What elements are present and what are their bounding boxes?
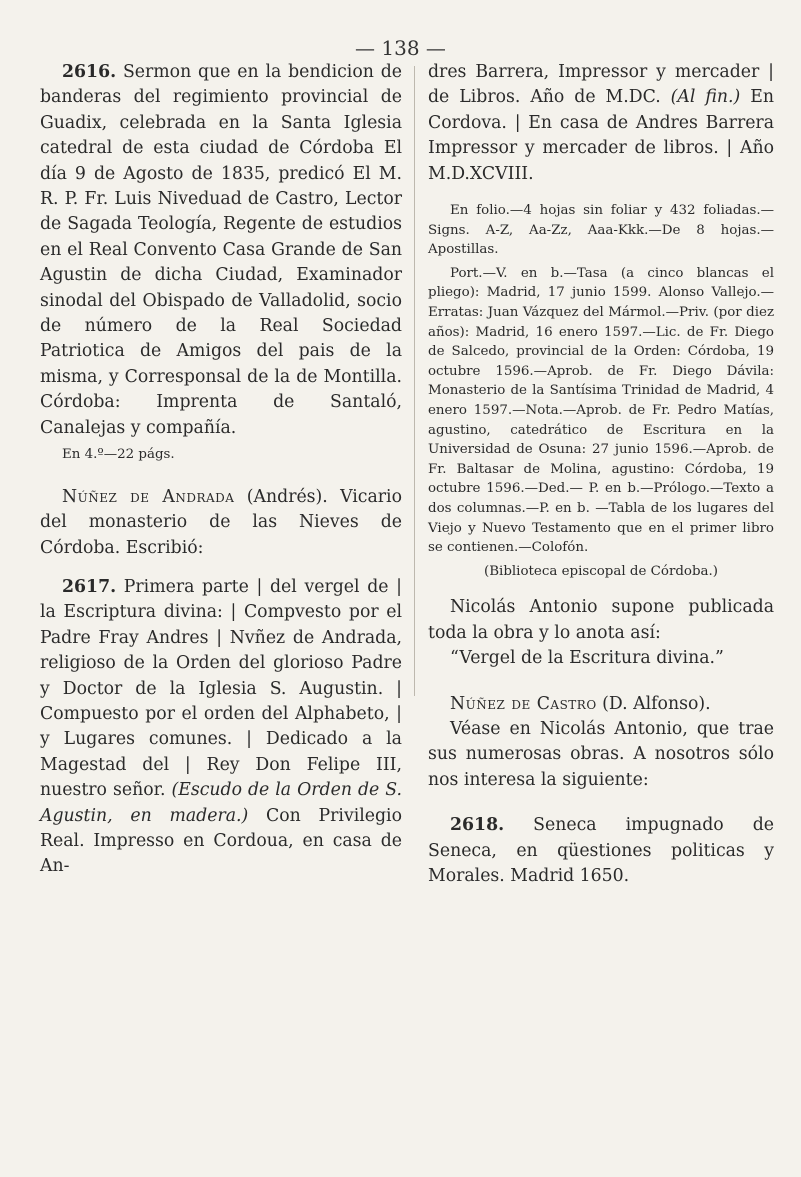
entry-text: Seneca impugnado de Seneca, en qüestiones politicas y Morales. Madrid 1650.	[428, 815, 774, 886]
page-number: — 138 —	[355, 36, 446, 60]
entry-number: 2616.	[62, 62, 117, 82]
left-column	[40, 60, 402, 880]
entry-text-tail: Con Privilegio Real. Impresso en Cordoua, en casa de An-	[40, 805, 402, 877]
entry-2617-continued	[428, 60, 774, 187]
entry-number: 2618.	[450, 815, 505, 836]
entry-italic: (Escudo de la Orden de S. Agustin, en madera.)	[40, 780, 402, 826]
right-column	[428, 60, 774, 889]
author-description: (Andrés). Vicario del monasterio de las Nieves de Córdoba. Escribió:	[40, 486, 402, 558]
quoted-title: “Vergel de la Escritura divina.”	[450, 648, 724, 669]
author-heading	[40, 485, 402, 561]
author-heading	[428, 692, 774, 717]
entry-2616-note: En 4.º—22 págs.	[62, 447, 175, 463]
author-name: Núñez de Andrada	[62, 486, 235, 507]
collation-note: En folio.—4 hojas sin foliar y 432 foliadas.— Signs. A-Z, Aa-Zz, Aaa-Kkk.—De 8 hojas.—Apostillas.	[428, 203, 774, 258]
location-note: (Biblioteca episcopal de Córdoba.)	[483, 563, 719, 579]
entry-text: Sermon que en la bendicion de banderas del regimiento provincial de Guadix, celebrada en la Santa Iglesia catedral de esta ciudad de Córdoba El día 9 de Agosto de 1835, predicó El M. R. P. Fr. Luis Niveduad de Castro, Lector de Sagada Teología, Regente de estudios en el Real Convento Casa Grande de San Agustin de dicha Ciudad, Examinador sinodal del Obispado de Valladolid, socio de número de la Real Sociedad Patriotica de Amigos del pais de la misma, y Corresponsal de la de Montilla. Córdoba: Imprenta de Santaló, Canalejas y compañía.	[40, 62, 402, 438]
entry-italic: (Al fin.)	[670, 87, 741, 108]
contents-note: Port.—V. en b.—Tasa (a cinco blancas el pliego): Madrid, 17 junio 1599. Alonso Vallejo.—Erratas: Juan Vázquez del Mármol.—Priv. (por diez años): Madrid, 16 enero 1597.—Lic. de Fr. Diego de Salcedo, provincial de la Orden: Córdoba, 19 octubre 1596.—Aprob. de Fr. Diego Dávila: Monasterio de la Santísima Trinidad de Madrid, 4 enero 1597.—Nota.—Aprob. de Fr. Pedro Matías, agustino, catedrático de Escritura en la Universidad de Osuna: 27 junio 1596.—Aprob. de Fr. Baltasar de Molina, agustino: Córdoba, 19 octubre 1596.—Ded.— P. en b.—Prólogo.—Texto a dos columnas.—P. en b. —Tabla de los lugares del Viejo y Nuevo Testamento que en el primer libro se contienen.—Colofón.	[428, 265, 774, 556]
entry-number: 2617.	[62, 576, 117, 597]
nicolas-antonio-note: Nicolás Antonio supone publicada toda la obra y lo anota así:	[428, 597, 774, 643]
author-name: Núñez de Castro	[450, 693, 597, 714]
entry-2616	[40, 60, 402, 441]
column-divider	[414, 66, 415, 696]
entry-2618	[428, 813, 774, 889]
entry-2617	[40, 575, 402, 880]
reference-note: Véase en Nicolás Antonio, que trae sus numerosas obras. A nosotros sólo nos interesa la siguiente:	[428, 718, 774, 790]
entry-text: Primera parte | del vergel de | la Escriptura divina: | Compvesto por el Padre Fray Andres | Nvñez de Andrada, religioso de la Orden del glorioso Padre y Doctor de la Iglesia S. Augustin. | Compuesto por el orden del Alphabeto, | y Lugares comunes. | Dedicado a la Magestad del | Rey Don Felipe III, nuestro señor.	[40, 576, 402, 801]
entry-text-tail: En Cordova. | En casa de Andres Barrera Impressor y mercader de libros. | Año M.D.XCVIII.	[428, 87, 774, 184]
author-description: (D. Alfonso).	[596, 693, 711, 714]
entry-text: dres Barrera, Impressor y mercader | de Libros. Año de M.DC.	[428, 62, 774, 108]
